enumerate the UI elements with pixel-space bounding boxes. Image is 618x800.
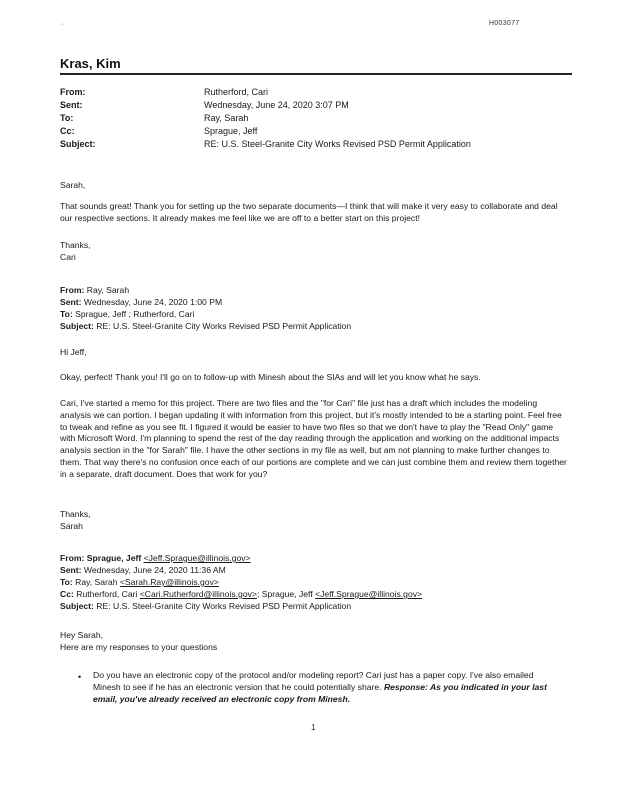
msg2-greeting: Hi Jeff, <box>60 347 87 357</box>
msg3-intro: Here are my responses to your questions <box>60 642 218 652</box>
msg2-subject-line: Subject: RE: U.S. Steel-Granite City Works Revised PSD Permit Application <box>60 321 352 331</box>
msg2-para1: Okay, perfect! Thank you! I'll go on to follow-up with Minesh about the SIAs and will let you know what he says. <box>60 372 481 382</box>
cc-value: Sprague, Jeff <box>204 126 258 136</box>
msg3-to-email[interactable]: <Sarah.Ray@illinois.gov> <box>119 577 219 587</box>
subject-label: Subject: <box>60 139 96 149</box>
msg2-to-line: To: Sprague, Jeff ; Rutherford, Cari <box>60 309 195 319</box>
sender-name: Kras, Kim <box>60 56 121 71</box>
bullet-icon: • <box>78 672 82 682</box>
msg1-body: That sounds great! Thank you for setting up the two separate documents—I think that will make it very easy to collaborate and deal our respective sections. It already makes me feel like we are off to a better start on this project! <box>60 201 558 223</box>
msg3-bullet-response: Response: As you indicated in your last email, you've already received an electronic copy from Minesh. <box>93 681 547 704</box>
scan-mark: ' <box>62 24 64 30</box>
msg3-sent-line: Sent: Wednesday, June 24, 2020 11:36 AM <box>60 565 226 575</box>
msg3-from-email[interactable]: <Jeff.Sprague@illinois.gov> <box>143 553 251 563</box>
sent-label: Sent: <box>60 100 83 110</box>
msg1-signoff: Thanks, <box>60 240 91 250</box>
msg2-signature: Sarah <box>60 521 83 531</box>
msg3-cc2-email[interactable]: <Jeff.Sprague@illinois.gov> <box>315 589 423 599</box>
msg2-signoff: Thanks, <box>60 509 91 519</box>
msg3-to-line: To: Ray, Sarah <Sarah.Ray@illinois.gov> <box>60 577 219 587</box>
msg1-greeting: Sarah, <box>60 180 86 190</box>
bates-number: H003077 <box>489 20 520 27</box>
msg2-from-line: From: Ray, Sarah <box>60 285 130 295</box>
from-label: From: <box>60 87 86 97</box>
msg3-cc1-email[interactable]: <Cari.Rutherford@illinois.gov> <box>139 589 257 599</box>
msg3-subject-line: Subject: RE: U.S. Steel-Granite City Works Revised PSD Permit Application <box>60 601 352 611</box>
from-value: Rutherford, Cari <box>204 87 269 97</box>
msg2-sent-line: Sent: Wednesday, June 24, 2020 1:00 PM <box>60 297 223 307</box>
msg3-from-line: From: Sprague, Jeff <Jeff.Sprague@illinois.gov> <box>60 553 251 563</box>
to-label: To: <box>60 113 74 123</box>
sent-value: Wednesday, June 24, 2020 3:07 PM <box>204 100 349 110</box>
msg3-cc-line: Cc: Rutherford, Cari <Cari.Rutherford@illinois.gov>; Sprague, Jeff <Jeff.Sprague@illinois.gov> <box>60 589 423 599</box>
subject-value: RE: U.S. Steel-Granite City Works Revised PSD Permit Application <box>204 139 471 149</box>
msg3-bullet: Do you have an electronic copy of the protocol and/or modeling report? Cari just has a paper copy. I've also emailed Minesh to see if he has an electronic version that he could potentially share. Response: As you indicated in your last email, you've already received an electronic copy from Minesh. <box>93 670 547 704</box>
msg1-signature: Cari <box>60 252 76 262</box>
page-number: 1 <box>311 723 316 732</box>
msg3-greeting: Hey Sarah, <box>60 630 103 640</box>
to-value: Ray, Sarah <box>204 113 249 123</box>
cc-label: Cc: <box>60 126 75 136</box>
sender-divider <box>60 73 572 75</box>
msg2-para2: Cari, I've started a memo for this project. There are two files and the "for Cari" file just has a draft which includes the modeling analysis we can portion. I began updating it with information from this project, but it's mostly intended to be a starting point. Feel free to tweak and refine as you see fit. I figured it would be easier to have two files so that we don't have to play the "Read Only" game with Microsoft Word. I'm planning to spend the rest of the day reading through the application and working on the additional impacts analysis section in the "for Sarah" file. I have the other sections in my file as well, but am not planning to make further changes to them. That way there's no confusion once each of our portions are complete and we can just combine them and review them together in a separate, draft document. Does that work for you? <box>60 398 567 479</box>
